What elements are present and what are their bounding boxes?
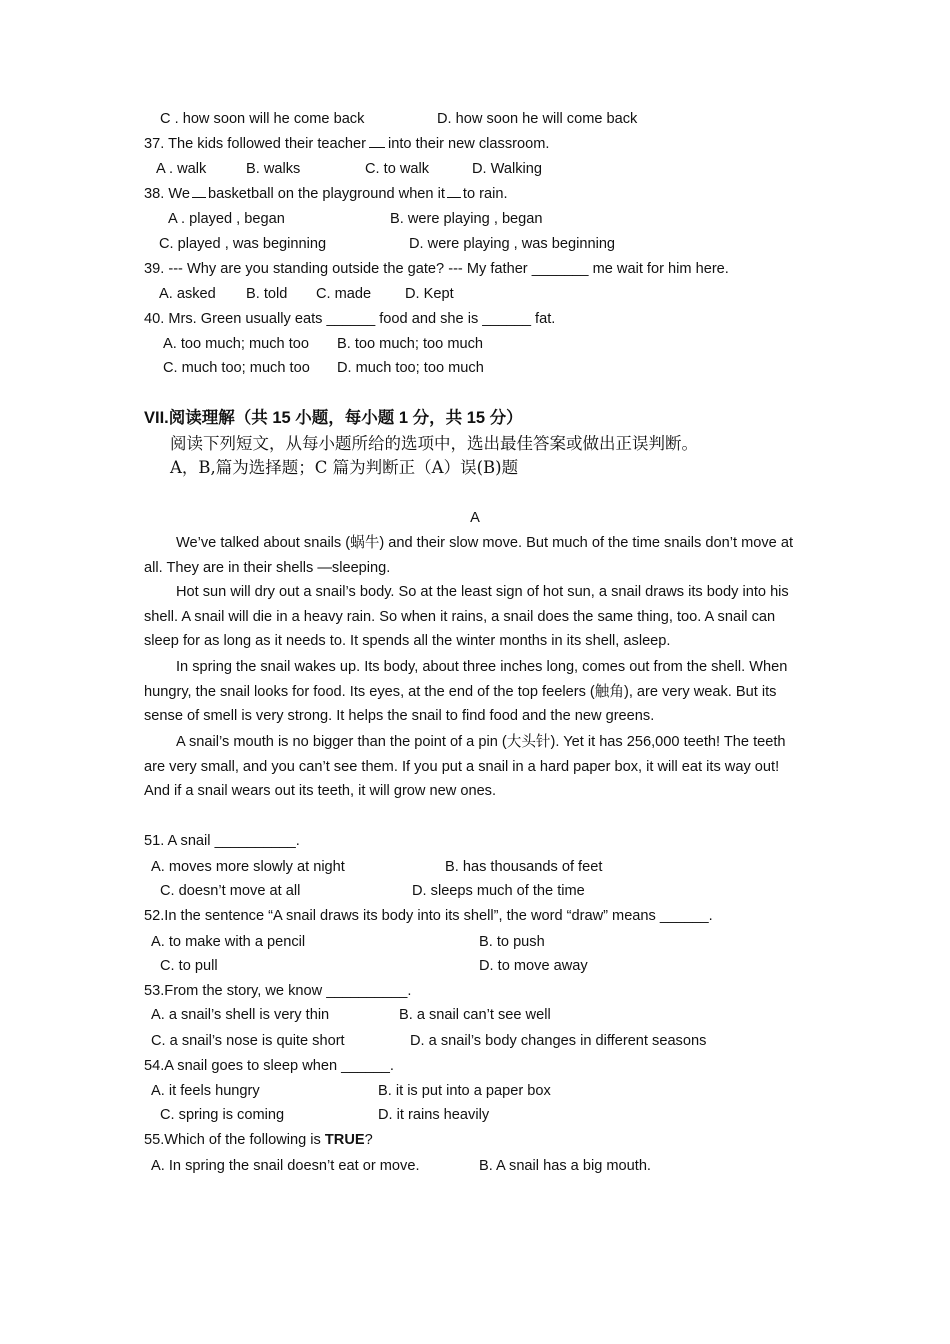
q39-option-b: B. told bbox=[246, 286, 288, 302]
q39-stem: 39. --- Why are you standing outside the gate? --- My father _______ me wait for him here. bbox=[144, 261, 729, 277]
q52-option-b: B. to push bbox=[479, 934, 545, 950]
q54-option-b: B. it is put into a paper box bbox=[378, 1083, 551, 1099]
q53-option-d: D. a snail’s body changes in different seasons bbox=[410, 1033, 707, 1049]
q51-option-a: A. moves more slowly at night bbox=[151, 859, 345, 875]
q39-option-a: A. asked bbox=[159, 286, 216, 302]
q40-stem: 40. Mrs. Green usually eats ______ food and she is ______ fat. bbox=[144, 311, 556, 327]
q51-option-d: D. sleeps much of the time bbox=[412, 883, 585, 899]
q55-stem: 55.Which of the following is TRUE? bbox=[144, 1132, 373, 1148]
passage-paragraph-2: Hot sun will dry out a snail’s body. So at the least sign of hot sun, a snail draws its body into his shell. A snail will die in a heavy rain. So when it rains, a snail does the same thing, too. A snail can sleep for as long as it needs to. It spends all the winter months in its shell, asleep. bbox=[144, 584, 789, 650]
q38-stem: 38. We basketball on the playground when it to rain. bbox=[144, 186, 508, 202]
passage-paragraph-3: In spring the snail wakes up. Its body, about three inches long, comes out from the shell. When hungry, the snail looks for food. Its eyes, at the end of the top feelers (触角), are very weak. But its sense of smell is very strong. It helps the snail to find food and the new greens. bbox=[144, 659, 788, 725]
q55-option-b: B. A snail has a big mouth. bbox=[479, 1158, 651, 1174]
q37-option-b: B. walks bbox=[246, 161, 301, 177]
q38-option-a: A . played , began bbox=[168, 211, 285, 227]
section-title: VII.阅读理解（共 15 小题，每小题 1 分，共 15 分） bbox=[144, 409, 523, 427]
passage-paragraph-4: A snail’s mouth is no bigger than the point of a pin (大头针). Yet it has 256,000 teeth! The teeth are very small, and you can’t see them. If you put a snail in a hard paper box, it will eat its way out! And if a snail wears out its teeth, it will grow new ones. bbox=[144, 734, 786, 800]
q40-option-d: D. much too; too much bbox=[337, 360, 484, 376]
passage-label: A bbox=[470, 510, 480, 526]
q51-option-c: C. doesn’t move at all bbox=[160, 883, 301, 899]
q39-option-d: D. Kept bbox=[405, 286, 454, 302]
section-instruction-2: A，B,篇为选择题；C 篇为判断正（A）误(B)题 bbox=[170, 458, 519, 477]
q38-option-d: D. were playing , was beginning bbox=[409, 236, 616, 252]
q40-option-c: C. much too; much too bbox=[163, 360, 310, 376]
q53-stem: 53.From the story, we know __________. bbox=[144, 983, 412, 999]
q51-stem: 51. A snail __________. bbox=[144, 833, 300, 849]
q37-option-a: A . walk bbox=[156, 161, 207, 177]
q39-option-c: C. made bbox=[316, 286, 372, 302]
q40-option-a: A. too much; much too bbox=[163, 336, 310, 352]
q36-option-c: C . how soon will he come back bbox=[160, 111, 365, 127]
q37-option-d: D. Walking bbox=[472, 161, 543, 177]
q52-option-d: D. to move away bbox=[479, 958, 588, 974]
section-instruction-1: 阅读下列短文，从每小题所给的选项中，选出最佳答案或做出正误判断。 bbox=[170, 434, 698, 453]
q52-option-c: C. to pull bbox=[160, 958, 218, 974]
q54-option-a: A. it feels hungry bbox=[151, 1083, 260, 1099]
q52-option-a: A. to make with a pencil bbox=[151, 934, 306, 950]
q53-option-b: B. a snail can’t see well bbox=[399, 1007, 551, 1023]
q40-option-b: B. too much; too much bbox=[337, 336, 484, 352]
q54-option-c: C. spring is coming bbox=[160, 1107, 285, 1123]
q55-option-a: A. In spring the snail doesn’t eat or move. bbox=[151, 1158, 420, 1174]
passage-paragraph-1: We’ve talked about snails (蜗牛) and their slow move. But much of the time snails don’t move at all. They are in their shells —sleeping. bbox=[144, 535, 793, 576]
q38-option-b: B. were playing , began bbox=[390, 211, 543, 227]
q37-stem: 37. The kids followed their teacher into their new classroom. bbox=[144, 136, 550, 152]
q53-option-c: C. a snail’s nose is quite short bbox=[151, 1033, 345, 1049]
answer-blank bbox=[192, 185, 206, 198]
answer-blank bbox=[447, 185, 461, 198]
q54-stem: 54.A snail goes to sleep when ______. bbox=[144, 1058, 394, 1074]
q52-stem: 52.In the sentence “A snail draws its body into its shell”, the word “draw” means ______. bbox=[144, 908, 713, 924]
q36-option-d: D. how soon he will come back bbox=[437, 111, 638, 127]
q37-option-c: C. to walk bbox=[365, 161, 430, 177]
q38-option-c: C. played , was beginning bbox=[159, 236, 327, 252]
q54-option-d: D. it rains heavily bbox=[378, 1107, 490, 1123]
answer-blank bbox=[369, 135, 385, 148]
q53-option-a: A. a snail’s shell is very thin bbox=[151, 1007, 330, 1023]
q51-option-b: B. has thousands of feet bbox=[445, 859, 603, 875]
